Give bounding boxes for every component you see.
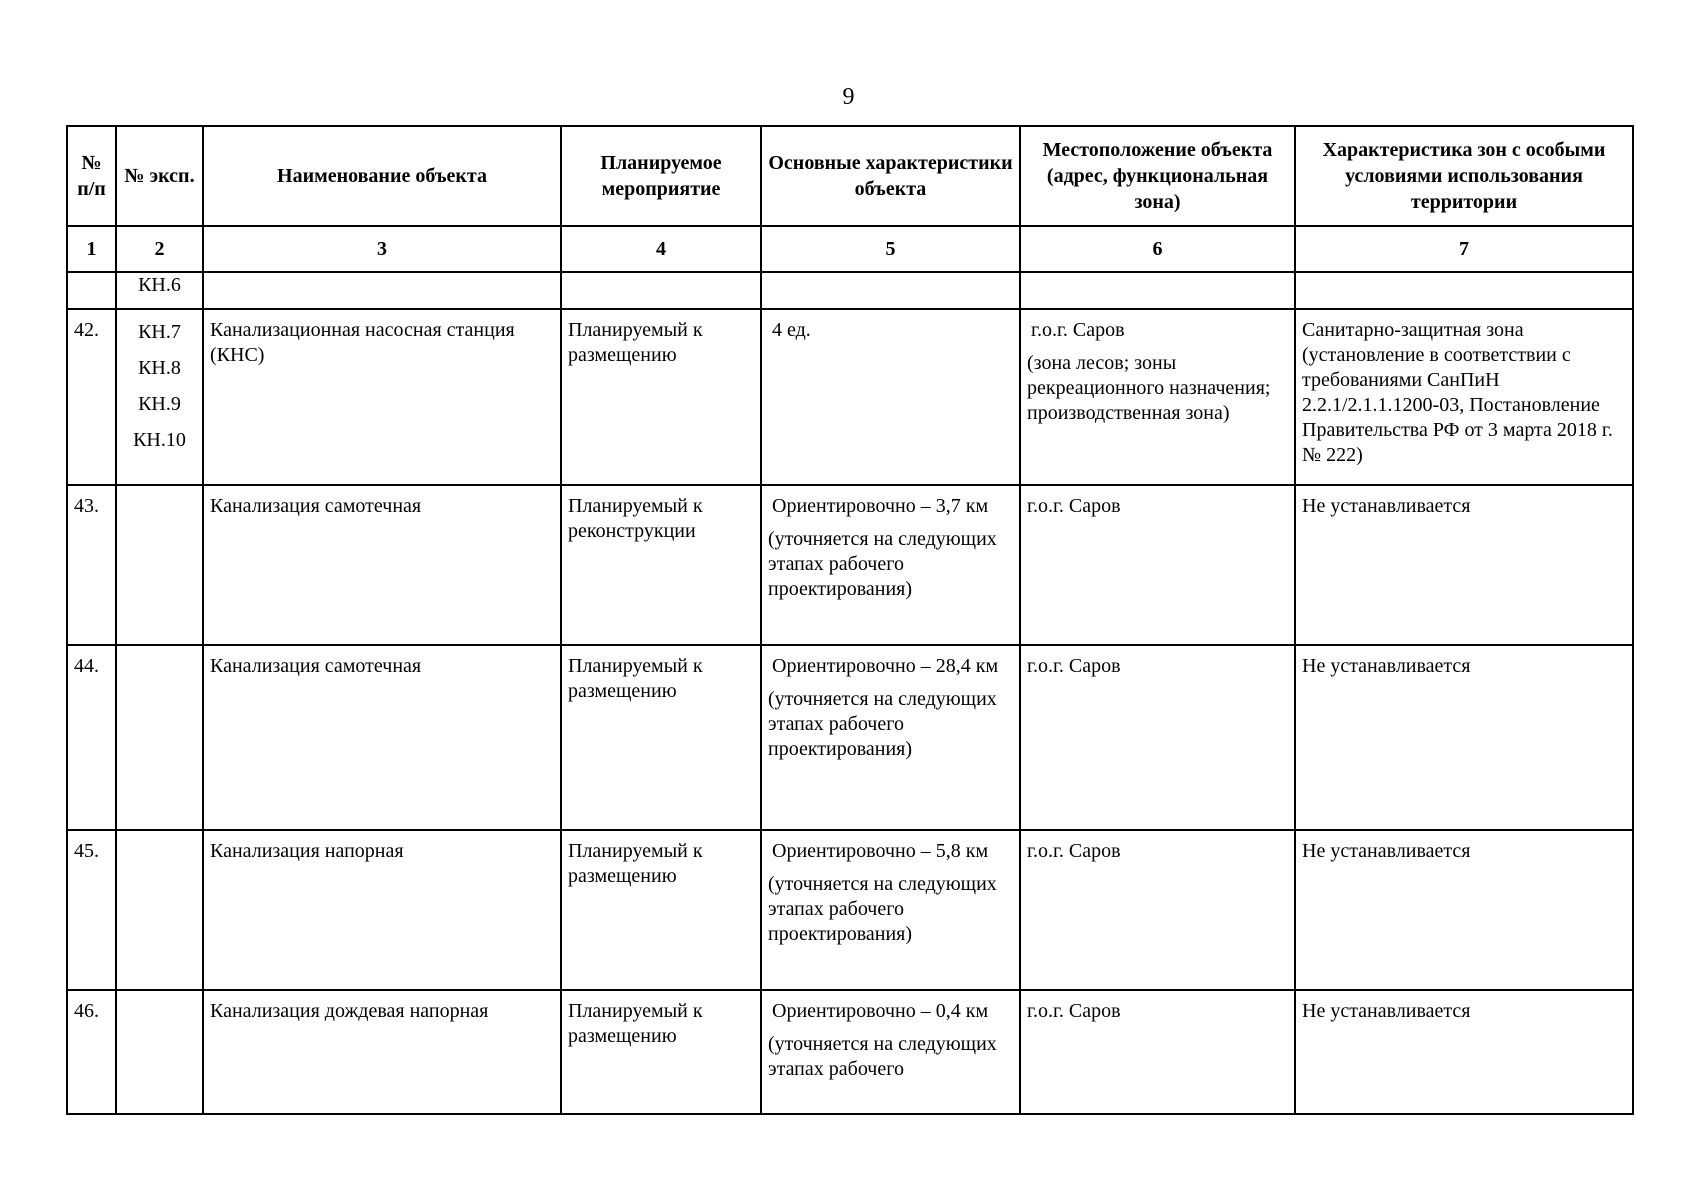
page-number: 9: [842, 84, 855, 110]
object-location: г.о.г. Саров: [1020, 645, 1295, 830]
row-number: 43.: [67, 485, 116, 645]
column-number: 2: [116, 226, 203, 272]
characteristics-value: Ориентировочно – 3,7 км: [772, 495, 989, 517]
characteristics-note: (уточняется на следующих этапах рабочего проектирования): [768, 873, 997, 945]
object-location: г.о.г. Саров: [1020, 990, 1295, 1114]
object-characteristics: [761, 645, 1020, 830]
object-location: г.о.г. Саров: [1020, 485, 1295, 645]
exp-code: КН.7: [138, 321, 181, 343]
row-number: 45.: [67, 830, 116, 990]
column-number: 7: [1295, 226, 1633, 272]
object-location: [1020, 309, 1295, 485]
planned-action: Планируемый к реконструкции: [561, 485, 761, 645]
row-number: 44.: [67, 645, 116, 830]
object-characteristics: [761, 990, 1020, 1114]
header-name: Наименование объекта: [203, 126, 561, 226]
exp-code: КН.8: [138, 357, 181, 379]
row-number: 46.: [67, 990, 116, 1114]
table-row: [67, 830, 1633, 990]
object-characteristics: [761, 309, 1020, 485]
characteristics-note: (уточняется на следующих этапах рабочего: [768, 1033, 997, 1080]
characteristics-note: (уточняется на следующих этапах рабочего проектирования): [768, 688, 997, 760]
characteristics-value: Ориентировочно – 28,4 км: [772, 655, 999, 677]
object-name: Канализационная насосная станция (КНС): [203, 309, 561, 485]
planned-action: Планируемый к размещению: [561, 990, 761, 1114]
zone-characteristics: Не устанавливается: [1295, 645, 1633, 830]
exp-code: КН.10: [133, 429, 186, 451]
table-row: [67, 485, 1633, 645]
zone-characteristics: Санитарно-защитная зона (установление в соответствии с требованиями СанПиН 2.2.1/2.1.1.1200-03, Постановление Правительства РФ от 3 марта 2018 г. № 222): [1295, 309, 1633, 485]
location-value: г.о.г. Саров: [1031, 319, 1125, 341]
column-number: 4: [561, 226, 761, 272]
object-location: г.о.г. Саров: [1020, 830, 1295, 990]
header-row: [67, 126, 1633, 226]
characteristics-value: 4 ед.: [772, 319, 811, 341]
object-characteristics: [761, 830, 1020, 990]
column-number-row: [67, 226, 1633, 272]
header-characteristics: Основные характеристики объекта: [761, 126, 1020, 226]
object-name: Канализация напорная: [203, 830, 561, 990]
header-action: Планируемое мероприятие: [561, 126, 761, 226]
column-number: 3: [203, 226, 561, 272]
planned-action: Планируемый к размещению: [561, 830, 761, 990]
table-row: [67, 990, 1633, 1114]
exp-code: КН.9: [138, 393, 181, 415]
header-zones: Характеристика зон с особыми условиями использования территории: [1295, 126, 1633, 226]
header-exp: № эксп.: [116, 126, 203, 226]
characteristics-note: (уточняется на следующих этапах рабочего проектирования): [768, 528, 997, 600]
object-name: Канализация самотечная: [203, 485, 561, 645]
header-location: Местоположение объекта (адрес, функциональная зона): [1020, 126, 1295, 226]
objects-table: [66, 125, 1634, 1115]
location-note: (зона лесов; зоны рекреационного назначения; производственная зона): [1027, 352, 1271, 424]
exp-cell: КН.6: [116, 272, 203, 309]
object-characteristics: [761, 485, 1020, 645]
column-number: 5: [761, 226, 1020, 272]
characteristics-value: Ориентировочно – 5,8 км: [772, 840, 989, 862]
object-name: Канализация дождевая напорная: [203, 990, 561, 1114]
exp-cell: [116, 309, 203, 485]
table-row: [67, 272, 1633, 309]
characteristics-value: Ориентировочно – 0,4 км: [772, 1000, 989, 1022]
planned-action: Планируемый к размещению: [561, 309, 761, 485]
table-row: [67, 309, 1633, 485]
column-number: 6: [1020, 226, 1295, 272]
zone-characteristics: Не устанавливается: [1295, 485, 1633, 645]
table-row: [67, 645, 1633, 830]
column-number: 1: [67, 226, 116, 272]
zone-characteristics: Не устанавливается: [1295, 990, 1633, 1114]
planned-action: Планируемый к размещению: [561, 645, 761, 830]
header-num: № п/п: [67, 126, 116, 226]
object-name: Канализация самотечная: [203, 645, 561, 830]
row-number: 42.: [67, 309, 116, 485]
zone-characteristics: Не устанавливается: [1295, 830, 1633, 990]
